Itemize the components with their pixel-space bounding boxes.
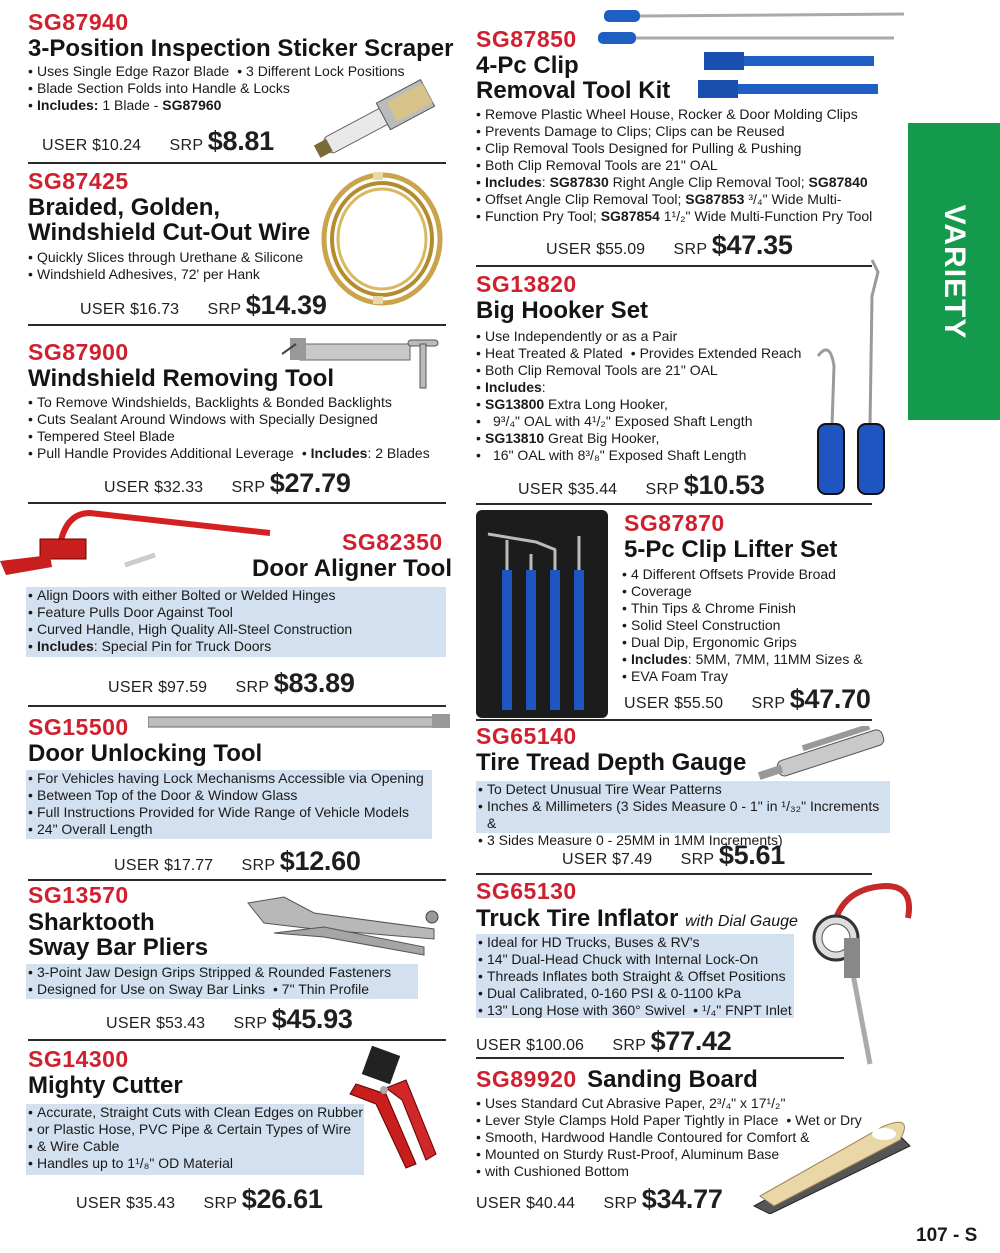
price-row: USER $7.49 SRP $5.61	[562, 840, 785, 870]
bullet: • EVA Foam Tray	[622, 668, 872, 685]
divider	[28, 162, 446, 164]
bullet: • Function Pry Tool; SG87854 1¹/₂" Wide Multi-Function Pry Tool	[476, 208, 896, 225]
product-code: SG87900	[28, 339, 129, 365]
price-row: USER $55.09 SRP $47.35	[546, 230, 793, 260]
bullet: • Clip Removal Tools Designed for Pulling & Pushing	[476, 140, 896, 157]
bullet: • Both Clip Removal Tools are 21" OAL	[476, 362, 816, 379]
bullet: • Feature Pulls Door Against Tool	[28, 604, 446, 621]
price-row: USER $17.77 SRP $12.60	[114, 846, 361, 876]
bullet: • Threads Inflates both Straight & Offset Positions	[478, 968, 794, 985]
product-code: SG87850	[476, 26, 577, 52]
info-box	[476, 781, 890, 848]
price-row: USER $40.44 SRP $34.77	[476, 1184, 723, 1214]
bullet: • Handles up to 1¹/₈" OD Material	[28, 1155, 364, 1172]
info-box	[26, 587, 446, 657]
bullet: • Align Doors with either Bolted or Welded Hinges	[28, 587, 446, 604]
clip-lifter-set-image	[476, 510, 608, 718]
door-unlocking-tool-image	[148, 712, 458, 734]
info-box	[26, 964, 418, 999]
divider	[476, 719, 872, 721]
price-row: USER $55.50 SRP $47.70	[624, 684, 871, 714]
product-code: SG87425	[28, 168, 129, 194]
bullet: • Windshield Adhesives, 72' per Hank	[28, 266, 328, 283]
price-row: USER $35.44 SRP $10.53	[518, 470, 765, 500]
product-title: Door Aligner Tool	[252, 555, 452, 582]
divider	[476, 873, 872, 875]
bullet-list	[476, 328, 816, 464]
bullet: • For Vehicles having Lock Mechanisms Accessible via Opening	[28, 770, 432, 787]
product-title: Windshield Removing Tool	[28, 365, 334, 392]
product-code: SG65130	[476, 878, 577, 904]
bullet: • Full Instructions Provided for Wide Range of Vehicle Models	[28, 804, 432, 821]
bullet: • Quickly Slices through Urethane & Silicone	[28, 249, 328, 266]
divider	[28, 705, 446, 707]
price-row: USER $16.73 SRP $14.39	[80, 290, 327, 320]
product-code: SG87940	[28, 9, 129, 35]
product-title: Big Hooker Set	[476, 297, 649, 324]
product-code: SG65140	[476, 723, 577, 749]
product-heading	[476, 1066, 758, 1092]
scraper-image	[300, 62, 450, 172]
bullet: • Pull Handle Provides Additional Leverage • Includes: 2 Blades	[28, 445, 448, 462]
hooker-set-image	[810, 256, 890, 500]
pliers-image	[244, 893, 444, 957]
product-title: 4-Pc Clip	[476, 52, 579, 79]
product-title: Removal Tool Kit	[476, 77, 671, 104]
bullet: • Inches & Millimeters (3 Sides Measure 0 - 1" in ¹/₃₂" Increments &	[478, 798, 890, 832]
info-box	[476, 934, 794, 1018]
product-title: 3-Position Inspection Sticker Scraper	[28, 35, 454, 62]
bullet: • SG13810 Great Big Hooker,	[476, 430, 816, 447]
bullet: • Dual Dip, Ergonomic Grips	[622, 634, 872, 651]
bullet: • Between Top of the Door & Window Glass	[28, 787, 432, 804]
bullet: • Remove Plastic Wheel House, Rocker & Door Molding Clips	[476, 106, 896, 123]
bullet: • 3 Sides Measure 0 - 25MM in 1MM Increments)	[478, 832, 890, 849]
product-title: Sway Bar Pliers	[28, 934, 209, 961]
bullet: • 9³/₄" OAL with 4¹/₂" Exposed Shaft Length	[476, 413, 816, 430]
bullet: • Designed for Use on Sway Bar Links • 7" Thin Profile	[28, 981, 418, 998]
divider	[28, 1039, 446, 1041]
product-title: Sharktooth	[28, 909, 155, 936]
product-code: SG87870	[624, 510, 725, 536]
bullet: • Includes: SG87830 Right Angle Clip Removal Tool; SG87840	[476, 174, 896, 191]
bullet: • Heat Treated & Plated • Provides Extended Reach	[476, 345, 816, 362]
price-row: USER $35.43 SRP $26.61	[76, 1184, 323, 1214]
category-tab	[908, 123, 1000, 420]
bullet: • Curved Handle, High Quality All-Steel Construction	[28, 621, 446, 638]
product-title: Door Unlocking Tool	[28, 740, 263, 767]
divider	[28, 324, 446, 326]
bullet: • Offset Angle Clip Removal Tool; SG87853 ³/₄" Wide Multi-	[476, 191, 896, 208]
bullet: • Mounted on Sturdy Rust-Proof, Aluminum Base	[476, 1146, 896, 1163]
bullet: • & Wire Cable	[28, 1138, 364, 1155]
bullet: • Blade Section Folds into Handle & Locks	[28, 80, 448, 97]
bullet: • Dual Calibrated, 0-160 PSI & 0-1100 kPa	[478, 985, 794, 1002]
price-row: USER $100.06 SRP $77.42	[476, 1026, 732, 1056]
product-code: SG89920	[476, 1066, 577, 1092]
info-box	[26, 1104, 364, 1175]
door-aligner-image	[0, 505, 280, 585]
bullet: • Prevents Damage to Clips; Clips can be Reused	[476, 123, 896, 140]
product-code: SG13820	[476, 271, 577, 297]
bullet: • 3-Point Jaw Design Grips Stripped & Rounded Fasteners	[28, 964, 418, 981]
divider	[28, 879, 446, 881]
price-row: USER $53.43 SRP $45.93	[106, 1004, 353, 1034]
wire-coil-image	[318, 168, 446, 310]
bullet: • 14" Dual-Head Chuck with Internal Lock-On	[478, 951, 794, 968]
product-title: 5-Pc Clip Lifter Set	[624, 536, 838, 563]
tire-inflator-image	[796, 878, 918, 1070]
product-code: SG14300	[28, 1046, 129, 1072]
bullet: • To Detect Unusual Tire Wear Patterns	[478, 781, 890, 798]
bullet: • Cuts Sealant Around Windows with Specially Designed	[28, 411, 448, 428]
price-row: USER $32.33 SRP $27.79	[104, 468, 351, 498]
product-code: SG15500	[28, 714, 129, 740]
product-title: Sanding Board	[587, 1066, 758, 1093]
bullet-list	[28, 249, 328, 283]
bullet: • Solid Steel Construction	[622, 617, 872, 634]
sanding-board-image	[744, 1110, 916, 1214]
price-row: USER $97.59 SRP $83.89	[108, 668, 355, 698]
divider	[476, 503, 872, 505]
divider	[476, 1057, 844, 1059]
product-title: Windshield Cut-Out Wire	[28, 219, 311, 246]
product-title: Truck Tire Inflator with Dial Gauge	[476, 905, 798, 932]
price-row: USER $10.24 SRP $8.81	[42, 126, 274, 156]
bullet: • Includes: 5MM, 7MM, 11MM Sizes &	[622, 651, 872, 668]
product-title: Braided, Golden,	[28, 194, 221, 221]
bullet: • 4 Different Offsets Provide Broad	[622, 566, 872, 583]
bullet: • Includes:	[476, 379, 816, 396]
bullet: • Lever Style Clamps Hold Paper Tightly in Place • Wet or Dry	[476, 1112, 896, 1129]
bullet: • To Remove Windshields, Backlights & Bonded Backlights	[28, 394, 448, 411]
product-code: SG82350	[342, 529, 443, 555]
bullet: • Thin Tips & Chrome Finish	[622, 600, 872, 617]
bullet: • Use Independently or as a Pair	[476, 328, 816, 345]
bullet: • Uses Standard Cut Abrasive Paper, 2³/₄" x 17¹/₂"	[476, 1095, 896, 1112]
product-title: Tire Tread Depth Gauge	[476, 749, 747, 776]
product-code: SG13570	[28, 882, 129, 908]
bullet: • 13" Long Hose with 360° Swivel • ¹/₄" FNPT Inlet	[478, 1002, 794, 1019]
bullet: • Coverage	[622, 583, 872, 600]
bullet: • Includes: 1 Blade - SG87960	[28, 97, 448, 114]
bullet: • Uses Single Edge Razor Blade • 3 Different Lock Positions	[28, 63, 448, 80]
category-tab-label: VARIETY	[938, 204, 971, 339]
product-title: Mighty Cutter	[28, 1072, 183, 1099]
bullet-list	[28, 394, 448, 462]
bullet: • or Plastic Hose, PVC Pipe & Certain Types of Wire	[28, 1121, 364, 1138]
bullet: • 24" Overall Length	[28, 821, 432, 838]
bullet: • Includes: Special Pin for Truck Doors	[28, 638, 446, 655]
bullet-list	[476, 106, 896, 225]
bullet: • Accurate, Straight Cuts with Clean Edges on Rubber	[28, 1104, 364, 1121]
bullet: • SG13800 Extra Long Hooker,	[476, 396, 816, 413]
info-box	[26, 770, 432, 839]
page-number: 107 - S	[916, 1225, 978, 1246]
bullet-list	[622, 566, 872, 685]
bullet: • Smooth, Hardwood Handle Contoured for Comfort &	[476, 1129, 896, 1146]
tread-gauge-image	[746, 726, 896, 786]
bullet: • Both Clip Removal Tools are 21" OAL	[476, 157, 896, 174]
bullet: • Ideal for HD Trucks, Buses & RV's	[478, 934, 794, 951]
bullet: • Tempered Steel Blade	[28, 428, 448, 445]
divider	[28, 502, 446, 504]
bullet: • with Cushioned Bottom	[476, 1163, 896, 1180]
bullet: • 16" OAL with 8³/₈" Exposed Shaft Length	[476, 447, 816, 464]
